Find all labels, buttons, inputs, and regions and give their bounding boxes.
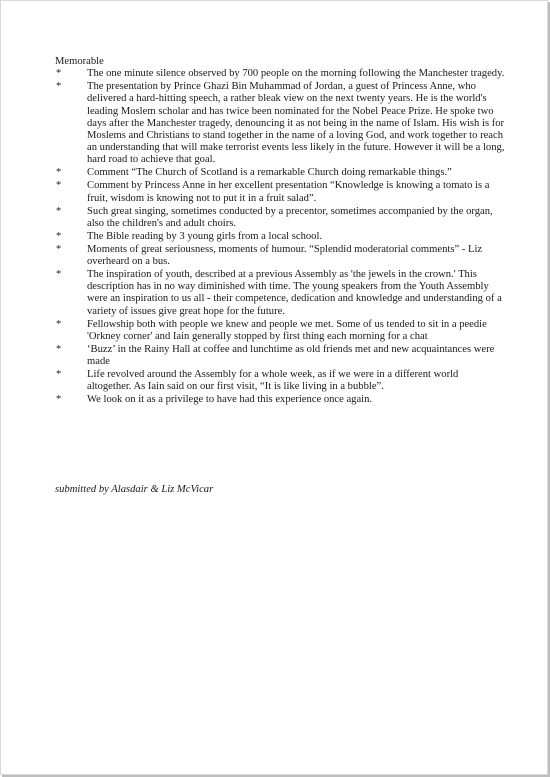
bullet-star: *: [56, 394, 62, 406]
list-item-text: The one minute silence observed by 700 people on the morning following the Manchester tragedy.: [87, 68, 505, 80]
list-item: [55, 394, 505, 406]
list-item-text: Fellowship both with people we knew and people we met. Some of us tended to sit in a peedie 'Orkney corner' and Iain generally stopped by first thing each morning for a chat: [87, 318, 487, 342]
list-item: [55, 369, 505, 393]
list-item: [55, 344, 505, 368]
bullet-star: *: [56, 343, 62, 355]
list-item-text: Moments of great seriousness, moments of humour. “Splendid moderatorial comments” - Liz overheard on a bus.: [87, 243, 483, 268]
section-heading: Memorable: [55, 56, 104, 67]
list-item: [55, 180, 505, 204]
bullet-star: *: [56, 230, 62, 242]
bullet-star: *: [56, 205, 62, 217]
list-item-text: ‘Buzz’ in the Rainy Hall at coffee and lunchtime as old friends met and new acquaintances were made: [87, 343, 495, 368]
bullet-star: *: [56, 180, 62, 192]
list-item-text: Life revolved around the Assembly for a whole week, as if we were in a different world altogether. As Iain said on our first visit, “It is like living in a bubble”.: [87, 369, 459, 393]
bullet-star: *: [56, 81, 62, 93]
bullet-list: [55, 68, 505, 406]
list-item: [55, 269, 505, 318]
list-item: [55, 167, 505, 179]
bullet-star: *: [56, 369, 62, 381]
list-item: [55, 81, 505, 166]
bullet-star: *: [56, 243, 62, 255]
bullet-star: *: [56, 269, 62, 281]
list-item-text: The inspiration of youth, described at a previous Assembly as 'the jewels in the crown.' This description has in no way diminished with time. The young speakers from the Youth Assembly were an inspiration to us all - their competence, dedication and knowledge and understanding of a variety of issues give great hope for the future.: [87, 269, 502, 317]
list-item-text: Such great singing, sometimes conducted by a precentor, sometimes accompanied by the organ, also the children's and adult choirs.: [87, 205, 493, 229]
list-item: [55, 68, 505, 80]
list-item: [55, 319, 505, 343]
list-item-text: Comment “The Church of Scotland is a remarkable Church doing remarkable things.”: [87, 167, 452, 179]
bullet-star: *: [56, 68, 62, 80]
list-item-text: Comment by Princess Anne in her excellent presentation “Knowledge is knowing a tomato is a fruit, wisdom is knowing not to put it in a fruit salad”.: [87, 180, 490, 204]
document-body: [55, 56, 505, 407]
bullet-star: *: [56, 318, 62, 330]
list-item: [55, 231, 505, 243]
list-item: [55, 244, 505, 268]
list-item-text: The Bible reading by 3 young girls from a local school.: [87, 230, 323, 242]
bullet-star: *: [56, 167, 62, 179]
list-item-text: The presentation by Prince Ghazi Bin Muhammad of Jordan, a guest of Princess Anne, who delivered a hard-hitting speech, a rather bleak view on the next twenty years. He is the world's leading Moslem scholar and has twice been nominated for the Nobel Peace Prize. He spoke two days after the Manchester tragedy, denouncing it as not being in the name of Islam. His wish is for Moslems and Christians to stand together in the name of a loving God, and work together to reach an understanding that will make terrorist events less likely in the future. However it will be a long, hard road to achieve that goal.: [87, 81, 505, 166]
list-item-text: We look on it as a privilege to have had this experience once again.: [87, 394, 373, 406]
signature-line: submitted by Alasdair & Liz McVicar: [55, 484, 214, 495]
list-item: [55, 206, 505, 230]
